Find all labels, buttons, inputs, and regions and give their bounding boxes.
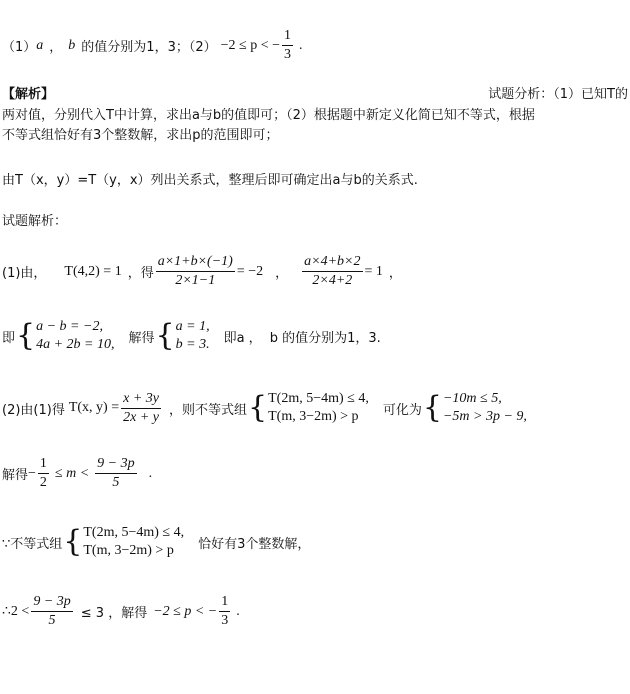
step3-sys2-1: −10m ≤ 5, xyxy=(442,391,502,406)
step6-mid: ≤ 3 ，解得 xyxy=(80,606,148,621)
step2-result xyxy=(176,318,210,354)
step1-f1-num: a×1+b×(−1) xyxy=(156,254,235,272)
step5-system xyxy=(83,524,184,560)
step1-f2-val: = 1 xyxy=(364,263,383,279)
step3-can: 可化为 xyxy=(382,402,422,418)
step-1 xyxy=(2,254,402,289)
step6-prefix: ∴2 < xyxy=(2,604,30,619)
step1-prefix: (1)由， xyxy=(2,266,47,281)
answer-part1-label: （1） xyxy=(2,40,37,55)
step1-f1-val: = −2 xyxy=(236,263,264,279)
step2-tail-b: b 的值分别为1，3. xyxy=(269,330,381,346)
step6-end: . xyxy=(236,603,240,619)
step6-d: 3 xyxy=(221,613,229,628)
step4-neg: − xyxy=(28,465,36,481)
fraction-numerator: 1 xyxy=(282,28,293,46)
step4-d2: 5 xyxy=(112,475,120,490)
step4-mid: ≤ m < xyxy=(54,465,90,481)
analysis-line-4: 由T（x，y）=T（y，x）列出关系式，整理后即可确定出a与b的关系式. xyxy=(2,173,418,188)
step3-mid: ，则不等式组 xyxy=(169,402,248,418)
step3-prefix: (2)由(1)得 xyxy=(2,402,65,418)
answer-text: 的值分别为1，3；（2） xyxy=(81,40,217,55)
answer-fraction xyxy=(282,28,293,63)
step1-fraction-1 xyxy=(156,254,235,289)
var-a: a xyxy=(36,37,44,53)
fraction-denominator: 3 xyxy=(284,47,291,62)
step4-n2: 9 − 3p xyxy=(95,456,136,474)
step6-ineq: −2 ≤ p < − xyxy=(153,603,218,619)
step2-system xyxy=(36,318,114,354)
answer-end: . xyxy=(299,37,303,53)
step1-sep: ， xyxy=(275,266,289,281)
analysis-line-2: 两对值，分别代入T中计算，求出a与b的值即可；（2）根据题中新定义化简已知不等式，根据 xyxy=(2,108,535,123)
step1-f1-den: 2×1−1 xyxy=(175,273,216,288)
comma: ， xyxy=(49,40,63,55)
step2-tail-a: 即a ， xyxy=(223,330,262,346)
step-6 xyxy=(2,594,240,629)
step2-prefix: 即 xyxy=(2,330,16,346)
step3-fraction xyxy=(121,391,161,426)
step3-sys-2: T(m, 3−2m) > p xyxy=(268,409,359,424)
step1-t: T(4,2) = 1 xyxy=(64,263,122,279)
step1-de: ，得 xyxy=(127,266,154,281)
step2-res-2: b = 3. xyxy=(175,337,210,352)
step-2 xyxy=(2,318,381,354)
left-brace: { xyxy=(422,390,442,425)
step3-sys2-2: −5m > 3p − 9, xyxy=(442,409,527,424)
step2-solve: 解得 xyxy=(128,330,155,346)
step1-fraction-2 xyxy=(302,254,362,289)
step2-eq-1: a − b = −2, xyxy=(36,319,103,334)
analysis-header: 【解析】 xyxy=(2,87,55,102)
step4-fraction-2 xyxy=(95,456,136,491)
step6-num: 9 − 3p xyxy=(31,594,72,612)
analysis-right-label: 试题分析：（1）已知T的 xyxy=(488,87,628,102)
step6-fraction xyxy=(31,594,72,629)
step1-end: ， xyxy=(388,266,402,281)
step-4 xyxy=(2,456,152,491)
answer-inequality: −2 ≤ p < − xyxy=(220,37,280,53)
step5-sys-1: T(2m, 5−4m) ≤ 4, xyxy=(83,525,185,540)
step2-eq-2: 4a + 2b = 10, xyxy=(36,337,115,352)
step1-f2-den: 2×4+2 xyxy=(312,273,353,288)
step3-t: T(x, y) = xyxy=(68,400,120,415)
step3-sys-1: T(2m, 5−4m) ≤ 4, xyxy=(268,391,369,406)
step6-n: 1 xyxy=(219,594,230,612)
step-3 xyxy=(2,390,527,426)
step3-num: x + 3y xyxy=(121,391,161,409)
step3-den: 2x + y xyxy=(123,409,159,425)
answer-line xyxy=(2,28,303,63)
left-brace: { xyxy=(248,390,268,425)
left-brace: { xyxy=(155,318,175,353)
left-brace: { xyxy=(16,318,36,353)
solution-header: 试题解析： xyxy=(2,214,68,229)
step4-d1: 2 xyxy=(39,475,47,490)
step3-system-2 xyxy=(443,390,527,426)
step5-prefix: ∵不等式组 xyxy=(2,536,63,552)
step4-fraction-1 xyxy=(38,456,49,491)
step4-prefix: 解得 xyxy=(2,468,29,483)
analysis-header-line xyxy=(2,83,628,102)
step2-res-1: a = 1, xyxy=(175,319,210,334)
step4-n1: 1 xyxy=(38,456,49,474)
step6-fraction-2 xyxy=(219,594,230,629)
var-b: b xyxy=(68,37,76,53)
step5-sys-2: T(m, 3−2m) > p xyxy=(83,543,174,558)
step3-system xyxy=(268,390,369,426)
step4-end: . xyxy=(148,465,153,481)
step6-den: 5 xyxy=(48,613,56,628)
step-5 xyxy=(2,524,310,560)
step1-f2-num: a×4+b×2 xyxy=(302,254,362,272)
left-brace: { xyxy=(63,524,83,559)
step5-tail: 恰好有3个整数解， xyxy=(198,536,311,552)
analysis-line-3: 不等式组恰好有3个整数解，求出p的范围即可； xyxy=(2,128,279,143)
